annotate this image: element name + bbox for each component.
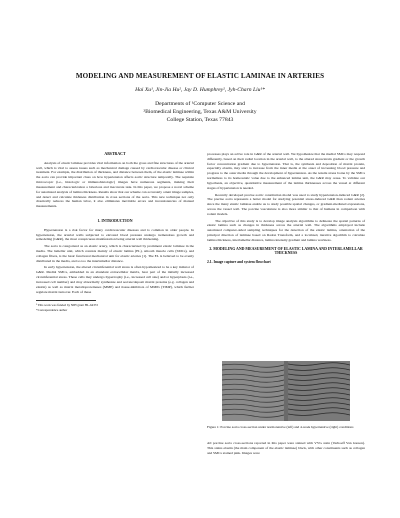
figure-1-caption: Figure 1: Porcine aorta cross-section under normotensive (left) and 4-week hypertensive (right) conditions xyxy=(207,425,354,429)
paragraph: processes plays an active role in G&R of the arterial wall. We hypothesize that the medial SMCs may respond differently, based on their radial location in the arterial wall, to the altered stress/strain gradient or the growth factor concentration gradient due to hypertension. That is, the synthesis and deposition of matrix protein, especially elastin, may start to increase from the inner media at the onset of increasing blood pressure and progress to the outer media through the development of hypertension. As the tensile stress borne by the SMCs normalizes to its homeostatic value due to the enhanced lamina unit, the G&R may cease. To validate our hypothesis, an objective, quantitative measurement of the lamina thicknesses across the vessel at different stages of hypertension is needed. xyxy=(207,152,365,190)
aorta-section-normotensive xyxy=(222,361,284,421)
paper-authors: Hai Xu¹, Jin-Jia Hu², Jay D. Humphrey², Jyh-Charn Liu¹* xyxy=(135,87,265,93)
section-heading: 1. INTRODUCTION xyxy=(97,218,133,223)
footnote-rule xyxy=(36,300,96,301)
right-column xyxy=(207,152,365,268)
footnote: ¹ This work was funded by NIH grant HL-64372 xyxy=(36,303,98,308)
affiliation-line: ²Biomedical Engineering, Texas A&M University xyxy=(143,109,257,115)
paragraph: All porcine aorta cross-sections reported in this paper were stained with VVG stain (Verhoeff Van Gieson). This stains elastin (the main component of the elastic laminae) black, with other constituents such as collagen and SMCs stained pink. Images were xyxy=(207,441,365,455)
subsection-heading: 2.1. Image capture and system flowchart xyxy=(207,260,271,265)
left-column xyxy=(36,152,194,312)
affiliation-line: Departments of ¹Computer Science and xyxy=(155,101,245,107)
aorta-section-hypertensive xyxy=(288,361,350,421)
paragraph: The aorta is categorized as an elastic artery, which is characterized by prominent elastic laminae in the media. The lamellar unit, which consists mainly of elastic lamina (EL), smooth muscle cells (SMCs), and collagen fibers, is the basic functional mechanical unit for elastic arteries [1]. The EL is believed to be evenly distributed in the media, and so too the interlamellar distance. xyxy=(36,244,194,263)
figure-1-image xyxy=(222,361,350,421)
footnote: *Correspondence author xyxy=(36,307,68,312)
abstract-text: Analysis of elastic laminae provides vital information on both the gross and fine structures of the arterial wall, which is vital to assess issues such as mechanical damage caused by cardiovascular disease or clinical treatment. For example, the distribution of thickness, and distance between them, of the elastic laminae within the aorta can provide important clues on how hypertension affects aortic structure temporally. The requisite microscopic (i.e., histologic or immunohistologic) images have numerous segments, making their measurement and characterization a laborious and inaccurate task. In this paper, we propose a novel scheme for automated analysis of lamina thickness. Results show that our scheme can accurately orient image samples, and detect and calculate thickness distribution in cross sections of the aorta. This new technique not only drastically reduces the human labor, it also eliminates inevitable errors and inconsistencies of manual measurements. xyxy=(36,160,194,209)
section-heading: 2. MODELING AND MEASUREMENT OF ELASTIC LAMINA AND INTERLAMELLAR THICKNESS xyxy=(209,246,363,256)
paragraph: In early hypertension, the altered circumferential wall stress is often hypothesized to be a key initiator of G&R. Medial SMCs, embedded in an abundant extracellular matrix, bear part of the initially increased circumferential stress. These cells may undergo hypertrophy (i.e., increased cell size) and/or hyperplasia (i.e., increased cell number) and may abnormally synthesize and secrete/deposit matrix proteins (e.g. collagen and elastin) as well as matrix metalloproteinases (MMP) and tissue-inhibitors of MMPs (TIMP), which further regulate matrix turnover. Each of these xyxy=(36,265,194,294)
paragraph: Hypertension is a risk factor for many cardiovascular diseases and is common in older people. In hypertension, the arterial walls subjected to elevated blood pressure undergo tremendous growth and remodeling (G&R), the most conspicuous manifestation being arterial wall thickening. xyxy=(36,227,194,242)
paper-title: MODELING AND MEASUREMENT OF ELASTIC LAMINAE IN ARTERIES xyxy=(75,72,325,80)
paragraph: The objective of this study is to develop image analysis algorithms to delineate the spatial patterns of elastic lamina such as changes in thickness across the arterial wall. The algorithms employed include automated computer-aided sampling techniques for the detection of the elastic lamina, orientation of the principal direction of laminae based on Radon Transform, and a localized, iterative algorithm to calculate lamina thickness, interlamellar distance, lamina intensity gradient and lamina waviness. xyxy=(207,218,365,242)
affiliation-line: College Station, Texas 77843 xyxy=(166,117,234,123)
affiliations xyxy=(0,100,400,124)
right-column-bottom xyxy=(207,441,365,457)
paragraph: Recently developed precise aortic constitution model was used to study hypertension-induced G&R [2]. The precise aorta represents a better model for studying potential stress-induced G&R than rodent arteries since the many elastic laminae enable us to study possible spatial changes, or gradient-mediated expressions, across the vessel wall. The porcine vasculature is also more similar to that of humans in comparison with rodent models. xyxy=(207,192,365,216)
abstract-heading: ABSTRACT xyxy=(104,152,126,156)
